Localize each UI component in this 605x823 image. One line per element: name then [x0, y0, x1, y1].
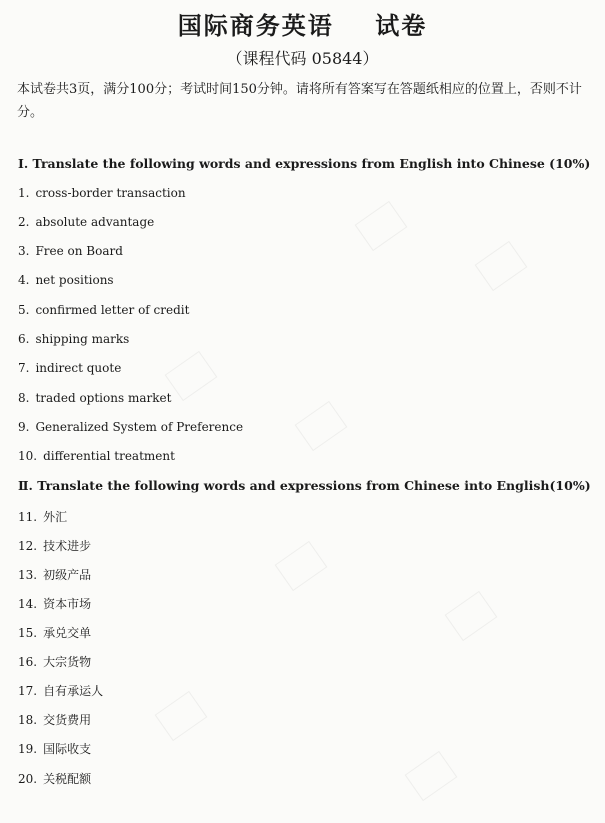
question-text: 承兑交单 [43, 626, 92, 640]
question-text: traded options market [35, 391, 172, 405]
watermark-mark [445, 591, 498, 641]
question-text: Free on Board [35, 244, 123, 258]
section-2-header: Ⅱ. Translate the following words and expressions from Chinese into English(10%) [18, 478, 591, 493]
question-item [18, 244, 123, 258]
question-text: 自有承运人 [43, 684, 104, 698]
question-number: 8. [18, 391, 30, 405]
question-number: 12. [18, 539, 38, 553]
question-text: 技术进步 [43, 539, 92, 553]
watermark-mark [355, 201, 408, 251]
exam-instructions: 本试卷共3页，满分100分；考试时间150分钟。请将所有答案写在答题纸相应的位置上，否则不计分。 [17, 82, 582, 120]
question-item [18, 332, 129, 346]
question-item [18, 186, 186, 200]
question-item [18, 508, 67, 525]
question-item [18, 624, 91, 641]
question-number: 11. [18, 510, 38, 524]
question-text: confirmed letter of credit [35, 303, 190, 317]
question-number: 6. [18, 332, 30, 346]
watermark-mark [405, 751, 458, 801]
question-item [18, 711, 91, 728]
question-item [18, 273, 114, 287]
question-text: 初级产品 [43, 568, 92, 582]
question-number: 19. [18, 742, 38, 756]
watermark-mark [155, 691, 208, 741]
question-text: indirect quote [35, 361, 122, 375]
question-item [18, 770, 91, 787]
watermark-mark [165, 351, 218, 401]
question-text: 资本市场 [43, 597, 92, 611]
question-item [18, 391, 171, 405]
question-item [18, 595, 91, 612]
question-text: differential treatment [43, 449, 175, 463]
question-number: 15. [18, 626, 38, 640]
question-number: 2. [18, 215, 30, 229]
watermark-mark [275, 541, 328, 591]
question-item [18, 361, 121, 375]
question-number: 13. [18, 568, 38, 582]
question-number: 14. [18, 597, 38, 611]
question-number: 7. [18, 361, 30, 375]
question-number: 18. [18, 713, 38, 727]
question-item [18, 682, 103, 699]
question-text: 关税配额 [43, 772, 92, 786]
question-number: 3. [18, 244, 30, 258]
question-item [18, 449, 175, 463]
question-text: shipping marks [35, 332, 130, 346]
question-number: 9. [18, 420, 30, 434]
question-item [18, 420, 243, 434]
question-number: 4. [18, 273, 30, 287]
question-text: Generalized System of Preference [35, 420, 244, 434]
section-1-header: Ⅰ. Translate the following words and expressions from English into Chinese (10%) [18, 156, 591, 171]
question-number: 17. [18, 684, 38, 698]
question-text: absolute advantage [35, 215, 155, 229]
question-number: 16. [18, 655, 38, 669]
question-text: 国际收支 [43, 742, 92, 756]
course-code: （课程代码 05844） [226, 49, 379, 68]
watermark-mark [295, 401, 348, 451]
question-item [18, 740, 91, 757]
question-number: 5. [18, 303, 30, 317]
question-item [18, 566, 91, 583]
question-text: net positions [35, 273, 114, 287]
page-title: 国际商务英语 试卷 [177, 11, 428, 40]
question-text: 大宗货物 [43, 655, 92, 669]
question-text: 交货费用 [43, 713, 92, 727]
question-item [18, 653, 91, 670]
question-number: 1. [18, 186, 30, 200]
question-item [18, 303, 189, 317]
question-number: 10. [18, 449, 38, 463]
question-item [18, 537, 91, 554]
question-text: 外汇 [43, 510, 68, 524]
question-item [18, 215, 154, 229]
question-text: cross-border transaction [35, 186, 186, 200]
watermark-mark [475, 241, 528, 291]
question-number: 20. [18, 772, 38, 786]
